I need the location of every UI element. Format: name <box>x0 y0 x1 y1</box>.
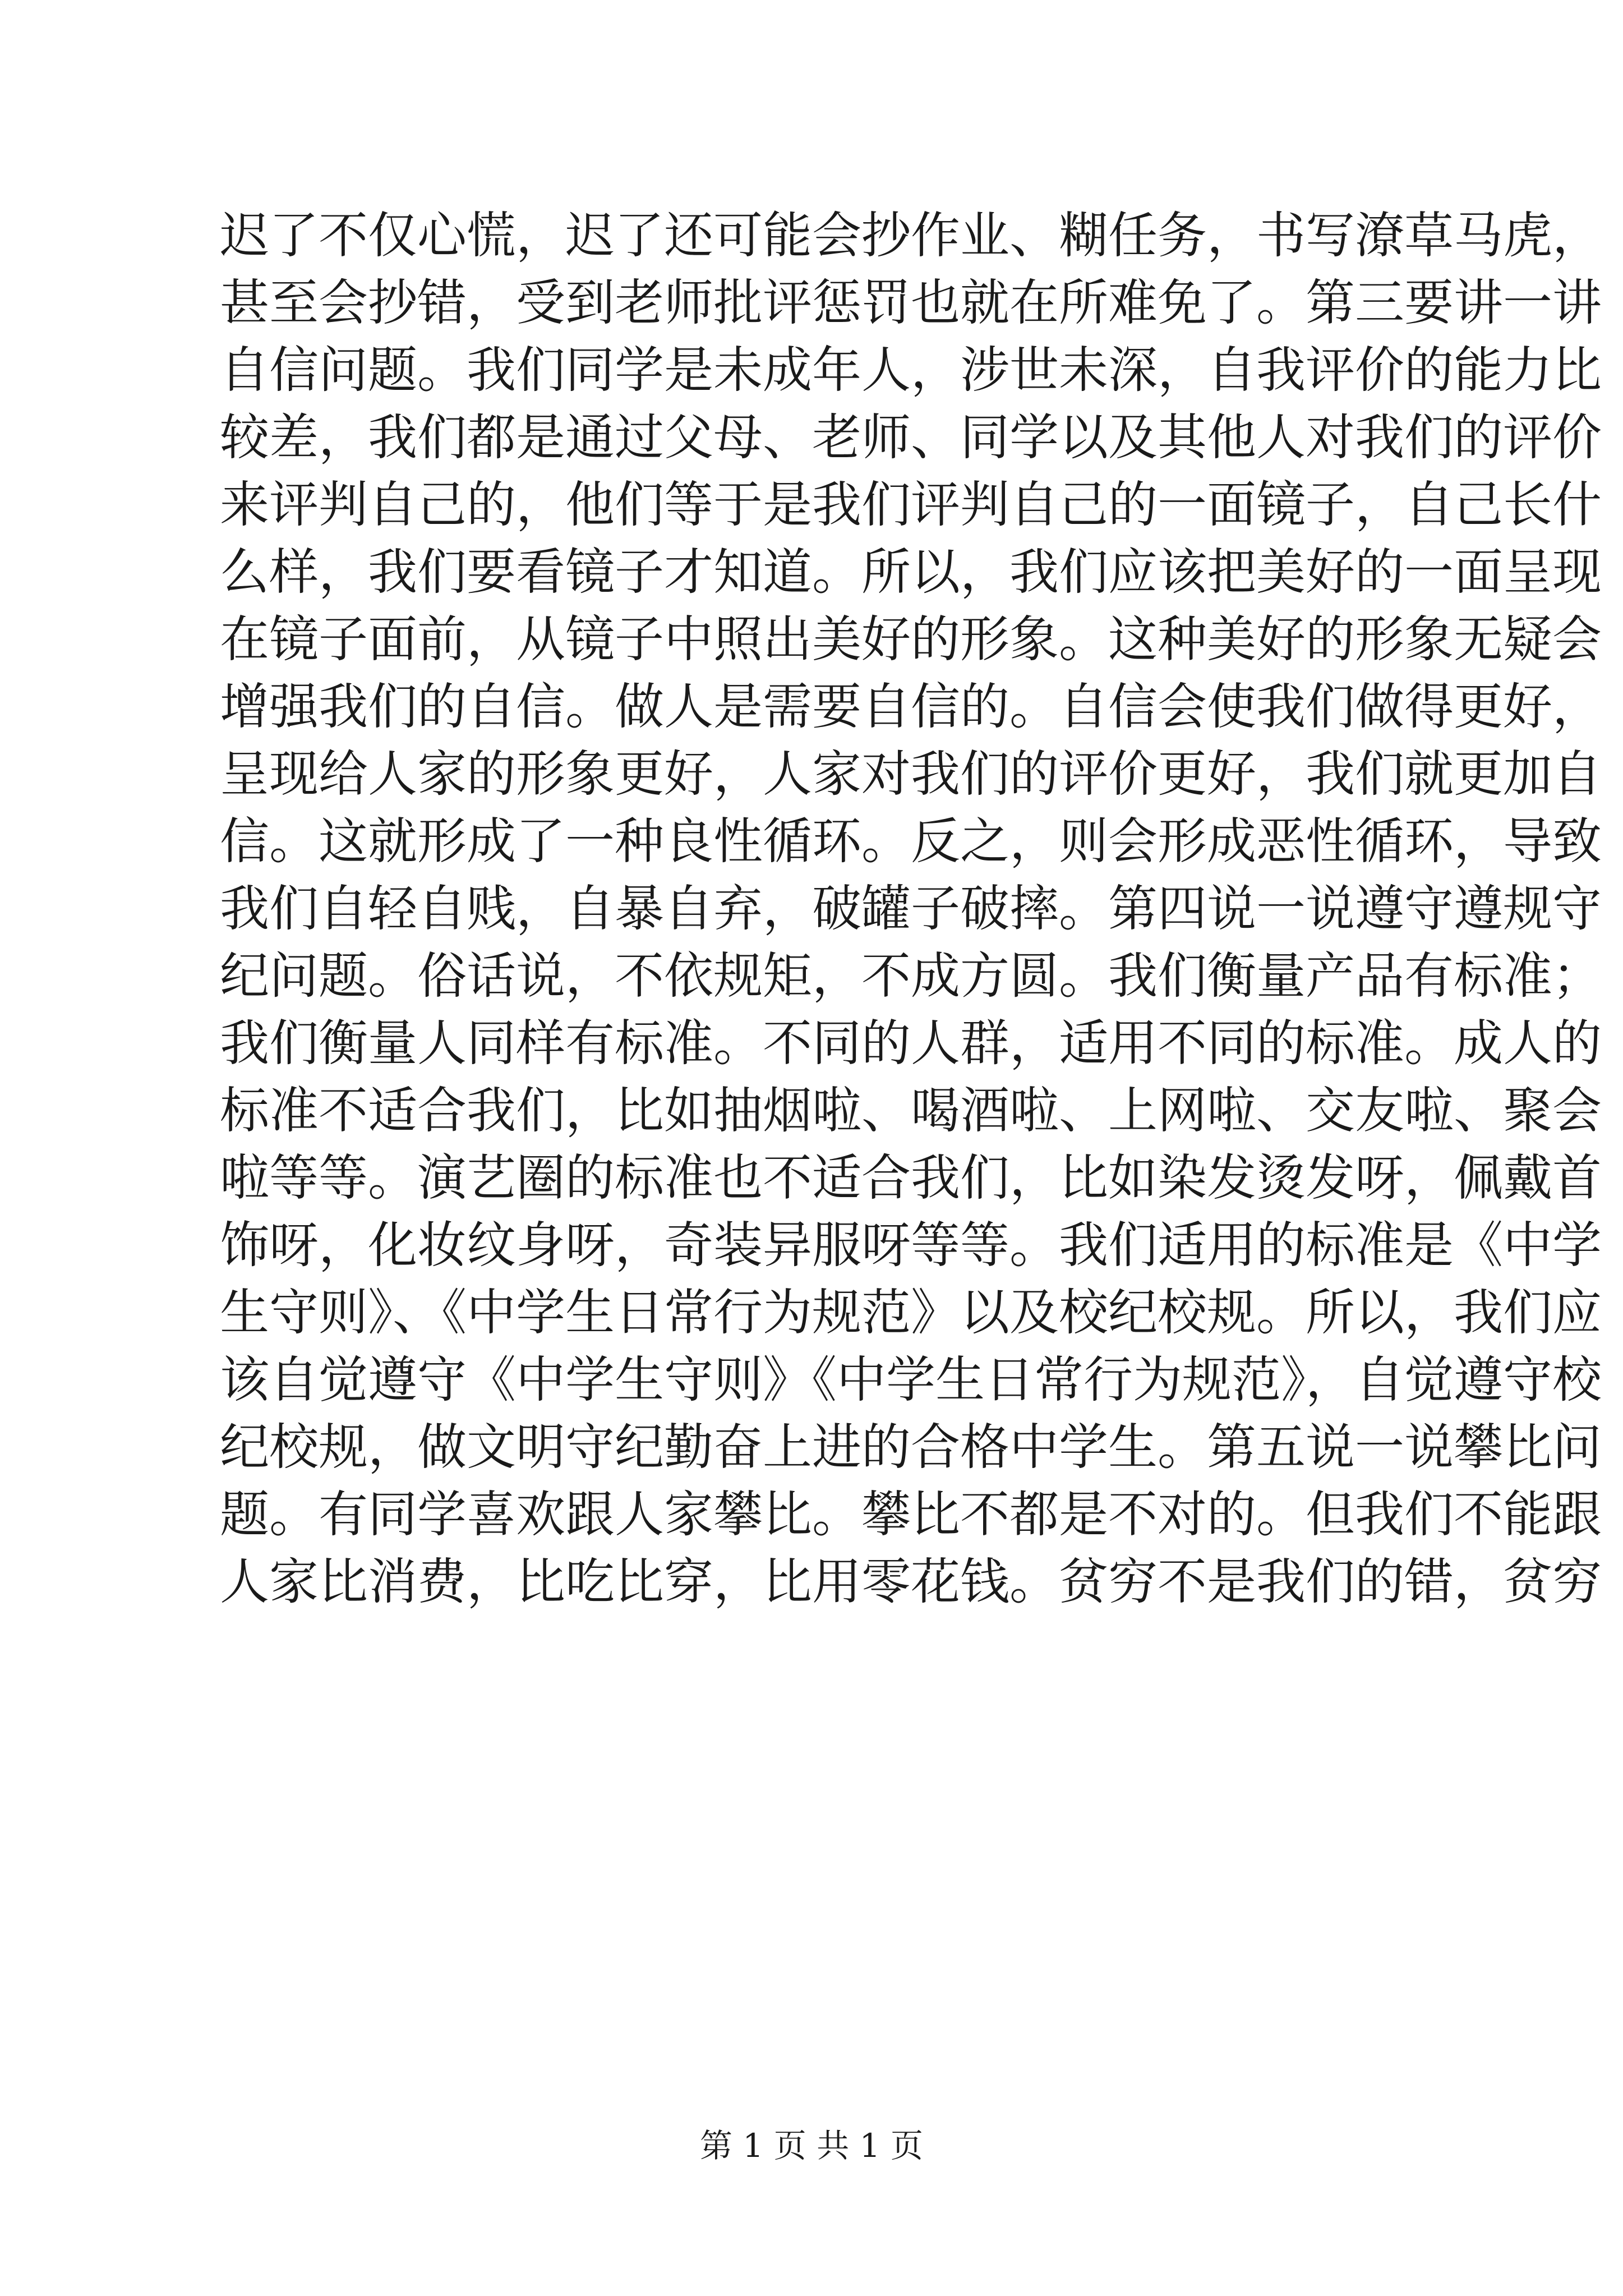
text-line: 人家比消费，比吃比穿，比用零花钱。贫穷不是我们的错，贫穷 <box>220 1553 1602 1611</box>
text-line: 饰呀，化妆纹身呀，奇装异服呀等等。我们适用的标准是《中学 <box>220 1216 1602 1274</box>
text-line: 么样，我们要看镜子才知道。所以，我们应该把美好的一面呈现 <box>220 543 1602 601</box>
text-line: 纪问题。俗话说，不依规矩，不成方圆。我们衡量产品有标准； <box>220 947 1602 1005</box>
body-text <box>220 202 1602 1616</box>
text-line: 题。有同学喜欢跟人家攀比。攀比不都是不对的。但我们不能跟 <box>220 1485 1602 1543</box>
text-line: 呈现给人家的形象更好，人家对我们的评价更好，我们就更加自 <box>220 745 1602 803</box>
page-footer <box>0 2123 1623 2168</box>
text-line: 生守则》、《中学生日常行为规范》以及校纪校规。所以，我们应 <box>220 1283 1602 1341</box>
text-line: 来评判自己的，他们等于是我们评判自己的一面镜子，自己长什 <box>220 476 1602 533</box>
text-line: 标准不适合我们，比如抽烟啦、喝酒啦、上网啦、交友啦、聚会 <box>220 1082 1602 1139</box>
text-line: 信。这就形成了一种良性循环。反之，则会形成恶性循环，导致 <box>220 812 1602 870</box>
text-line: 我们自轻自贱，自暴自弃，破罐子破摔。第四说一说遵守遵规守 <box>220 880 1602 937</box>
text-line: 啦等等。演艺圈的标准也不适合我们，比如染发烫发呀，佩戴首 <box>220 1149 1602 1207</box>
text-line: 自信问题。我们同学是未成年人，涉世未深，自我评价的能力比 <box>220 341 1602 399</box>
text-line: 我们衡量人同样有标准。不同的人群，适用不同的标准。成人的 <box>220 1014 1602 1072</box>
text-line: 在镜子面前，从镜子中照出美好的形象。这种美好的形象无疑会 <box>220 610 1602 668</box>
text-line: 较差，我们都是通过父母、老师、同学以及其他人对我们的评价 <box>220 408 1602 466</box>
text-line: 增强我们的自信。做人是需要自信的。自信会使我们做得更好， <box>220 678 1602 735</box>
text-line: 纪校规，做文明守纪勤奋上进的合格中学生。第五说一说攀比问 <box>220 1418 1602 1476</box>
text-line: 迟了不仅心慌，迟了还可能会抄作业、糊任务，书写潦草马虎， <box>220 206 1602 264</box>
page-number-label: 第 1 页 共 1 页 <box>700 2127 923 2165</box>
text-line: 甚至会抄错，受到老师批评惩罚也就在所难免了。第三要讲一讲 <box>220 274 1602 332</box>
text-line: 该自觉遵守《中学生守则》《中学生日常行为规范》，自觉遵守校 <box>220 1351 1602 1409</box>
